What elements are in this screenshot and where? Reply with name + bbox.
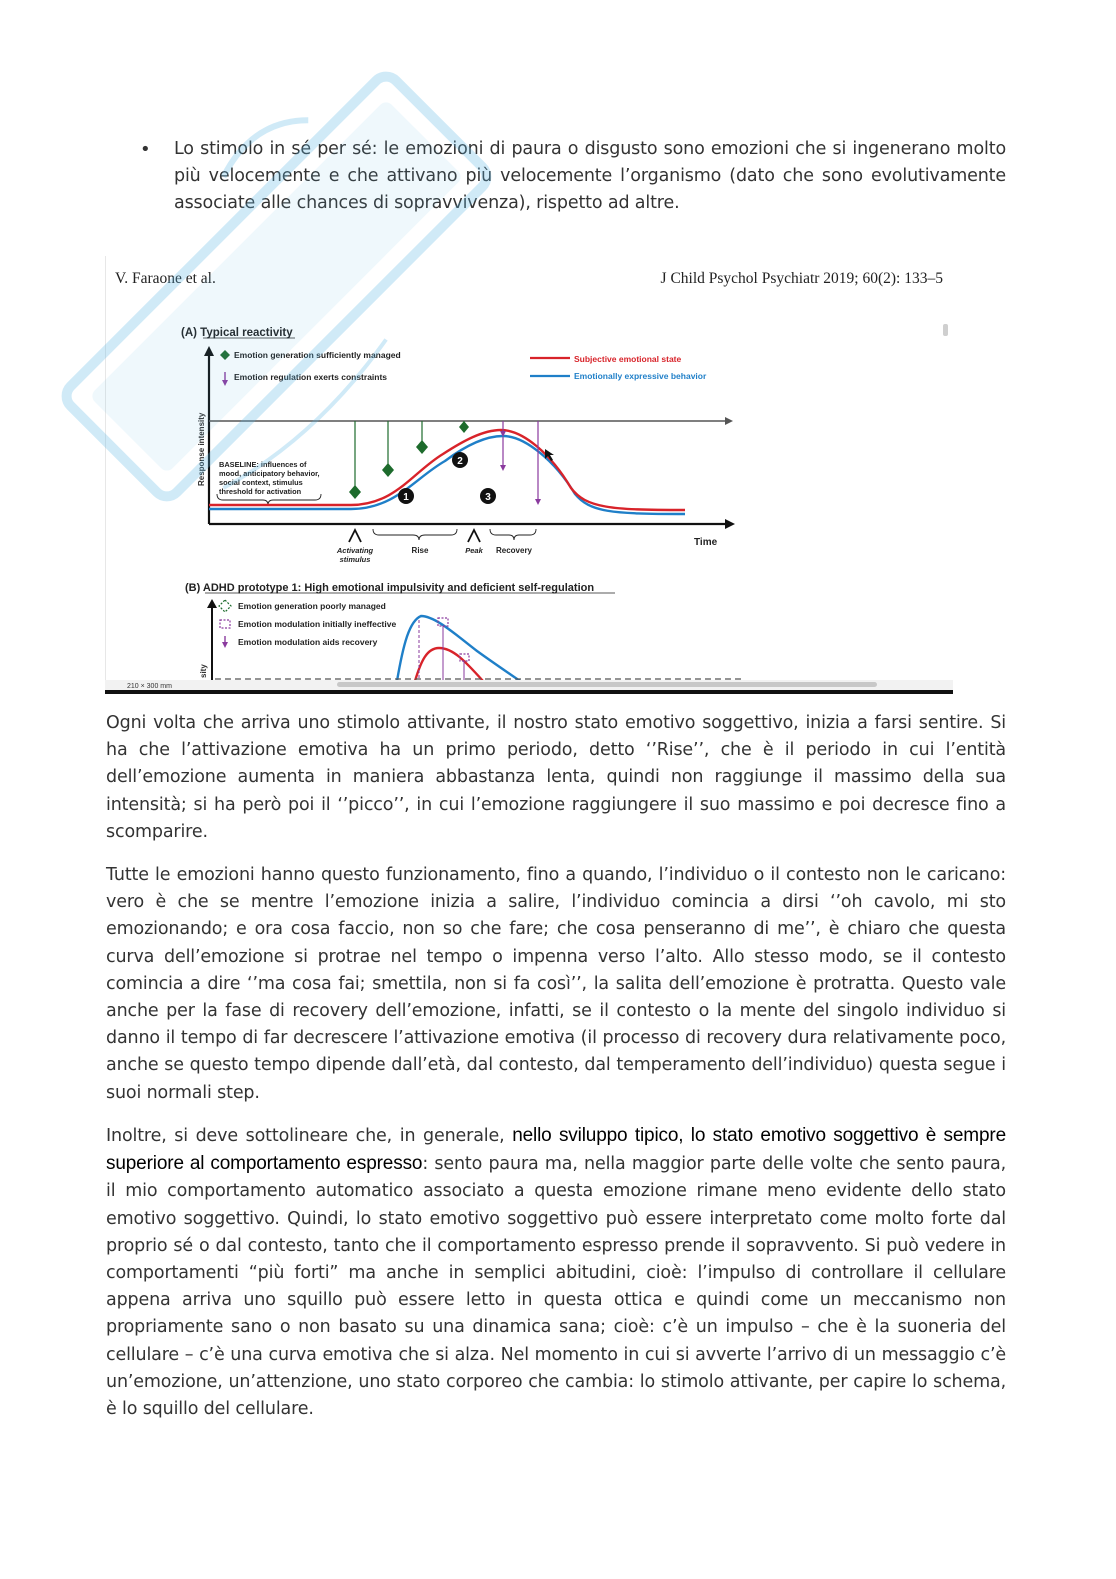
- paragraph-2: Tutte le emozioni hanno questo funzionamento, fino a quando, l’individuo o il contesto non le caricano: vero è che se mentre l’emozione inizia a salire, l’individuo comincia a dirsi ‘’oh cavolo, mi sto emozionando; e ora cosa faccio, non so che fare; che cosa penseranno di me’’, è chiaro che questa curva dell’emozione si protrae nel tempo o impenna verso l’alto. Allo stesso modo, se il contesto comincia a dire ‘’ma cosa fai; smettila, non si fa così’’, la salita dell’emozione è protratta. Questo vale anche per la fase di recovery dell’emozione, infatti, se il contesto o la mente del singolo individuo si danno il tempo di far decrescere l’attivazione emotiva (il processo di recovery dura relativamente poco, anche se questo tempo dipende dall’età, dal contesto, dal temperamento dell’individuo) questa segue i suoi normali step.: [106, 865, 1006, 1103]
- page-size-label: 210 × 300 mm: [127, 683, 172, 690]
- legend-aids: Emotion modulation aids recovery: [238, 637, 378, 647]
- regulation-arrow-2: [535, 499, 541, 505]
- generation-marker-2: [382, 463, 394, 477]
- generation-marker-3: [416, 440, 428, 454]
- dashed-box-icon: [220, 620, 230, 628]
- activating-stimulus-marker: [349, 530, 361, 542]
- marker-3-label: 3: [485, 492, 491, 503]
- legend-subjective: Subjective emotional state: [574, 354, 682, 364]
- down-arrow-icon: [222, 642, 228, 648]
- regulation-arrow-1: [500, 465, 506, 471]
- peak-marker: [468, 530, 480, 542]
- baseline-line2: mood, anticipatory behavior,: [219, 469, 320, 478]
- baseline-title: BASELINE:: [219, 460, 259, 469]
- panel-b-title: (B) ADHD prototype 1: High emotional impulsivity and deficient self-regulation: [185, 582, 595, 594]
- baseline-line4: threshold for activation: [219, 487, 302, 496]
- panel-b-red-curve: [415, 648, 483, 681]
- y-axis-label: Response intensity: [197, 412, 206, 486]
- generation-marker-1: [349, 485, 361, 499]
- marker-2-label: 2: [457, 456, 463, 467]
- dashed-diamond-icon: [219, 600, 231, 612]
- legend-regulation: Emotion regulation exerts constraints: [234, 372, 388, 382]
- scroll-thumb-horizontal[interactable]: [337, 682, 877, 687]
- panel-b-y-axis: sity: [199, 664, 208, 678]
- legend-generation: Emotion generation sufficiently managed: [234, 350, 401, 360]
- label-recovery: Recovery: [495, 546, 533, 555]
- paragraph-3: [106, 1122, 1006, 1423]
- viewer-bottom-edge: [105, 690, 953, 694]
- paragraph-3-highlight: nello sviluppo tipico, lo stato emotivo soggettivo è sempre superiore al comportamento espresso: [106, 1125, 1006, 1175]
- paragraph-3-intro: Inoltre, si deve sottolineare che, in generale,: [106, 1126, 513, 1146]
- diamond-marker-icon: [220, 350, 230, 360]
- legend-ineffective: Emotion modulation initially ineffective: [238, 619, 397, 629]
- svg-text:BASELINE: influences of: [219, 460, 307, 469]
- figure-journal-citation: J Child Psychol Psychiatr 2019; 60(2): 133–5: [660, 270, 943, 287]
- panel-a-title: (A) Typical reactivity: [181, 327, 293, 339]
- generation-marker-4: [459, 421, 469, 433]
- scroll-thumb-vertical[interactable]: [943, 324, 948, 336]
- label-activating: Activating: [336, 546, 374, 555]
- paragraph-3-rest: : sento paura ma, nella maggior parte delle volte che sento paura, il mio comportamento automatico associato a questa emozione rimane meno evidente dello stato emotivo soggettivo. Quindi, lo stato emotivo soggettivo può essere interpretato come molto forte dal proprio sé o dal contesto, tanto che il comportamento espresso prende il sopravvento. Si può vedere in comportamenti “più forti” ma anche in semplici abitudini, cioè: l’impulso di controllare il cellulare appena arriva uno squillo può essere letto in questa ottica e quindi come un meccanismo non propriamente sano o non basato su una dinamica sana; cioè: c’è un impulso – che è la suoneria del cellulare – c’è una curva emotiva che si alza. Nel momento in cui si avverte l’arrivo di un messaggio c’è un’emozione, un’attenzione, uno stato corporeo che cambia: lo stimolo attivante, per capire lo schema, è lo squillo del cellulare.: [106, 1154, 1007, 1420]
- baseline-line3: social context, stimulus: [219, 478, 303, 487]
- figure-diagram: [105, 256, 953, 694]
- legend-expressive: Emotionally expressive behavior: [574, 371, 707, 381]
- paragraph-1: Ogni volta che arriva uno stimolo attivante, il nostro stato emotivo soggettivo, inizia a farsi sentire. Si ha che l’attivazione emotiva ha un primo periodo, detto ‘’Rise’’, che è il periodo in cui l’entità dell’emozione aumenta in maniera abbastanza lenta, quindi non raggiunge il massimo della sua intensità; si ha però poi il ‘’picco’’, in cui l’emozione raggiungere il suo massimo e poi decresce fino a scomparire.: [106, 713, 1006, 842]
- label-peak: Peak: [465, 546, 483, 555]
- figure-author: V. Faraone et al.: [115, 270, 216, 287]
- marker-1-label: 1: [403, 492, 409, 503]
- legend-poor: Emotion generation poorly managed: [238, 601, 386, 611]
- x-axis-label: Time: [694, 537, 718, 548]
- bullet-dot: •: [140, 139, 151, 160]
- label-rise: Rise: [411, 546, 429, 555]
- baseline-line1: influences of: [260, 460, 307, 469]
- figure-emotion-reactivity: [105, 256, 953, 694]
- panel-b-blue-curve: [397, 616, 520, 681]
- down-arrow-icon: [222, 380, 228, 386]
- bullet-text: Lo stimolo in sé per sé: le emozioni di paura o disgusto sono emozioni che si ingenerano molto più velocemente e che attivano più velocemente l’organismo (dato che sono evolutivamente associate alle chances di sopravvivenza), rispetto ad altre.: [174, 139, 1006, 214]
- label-stimulus: stimulus: [339, 555, 371, 564]
